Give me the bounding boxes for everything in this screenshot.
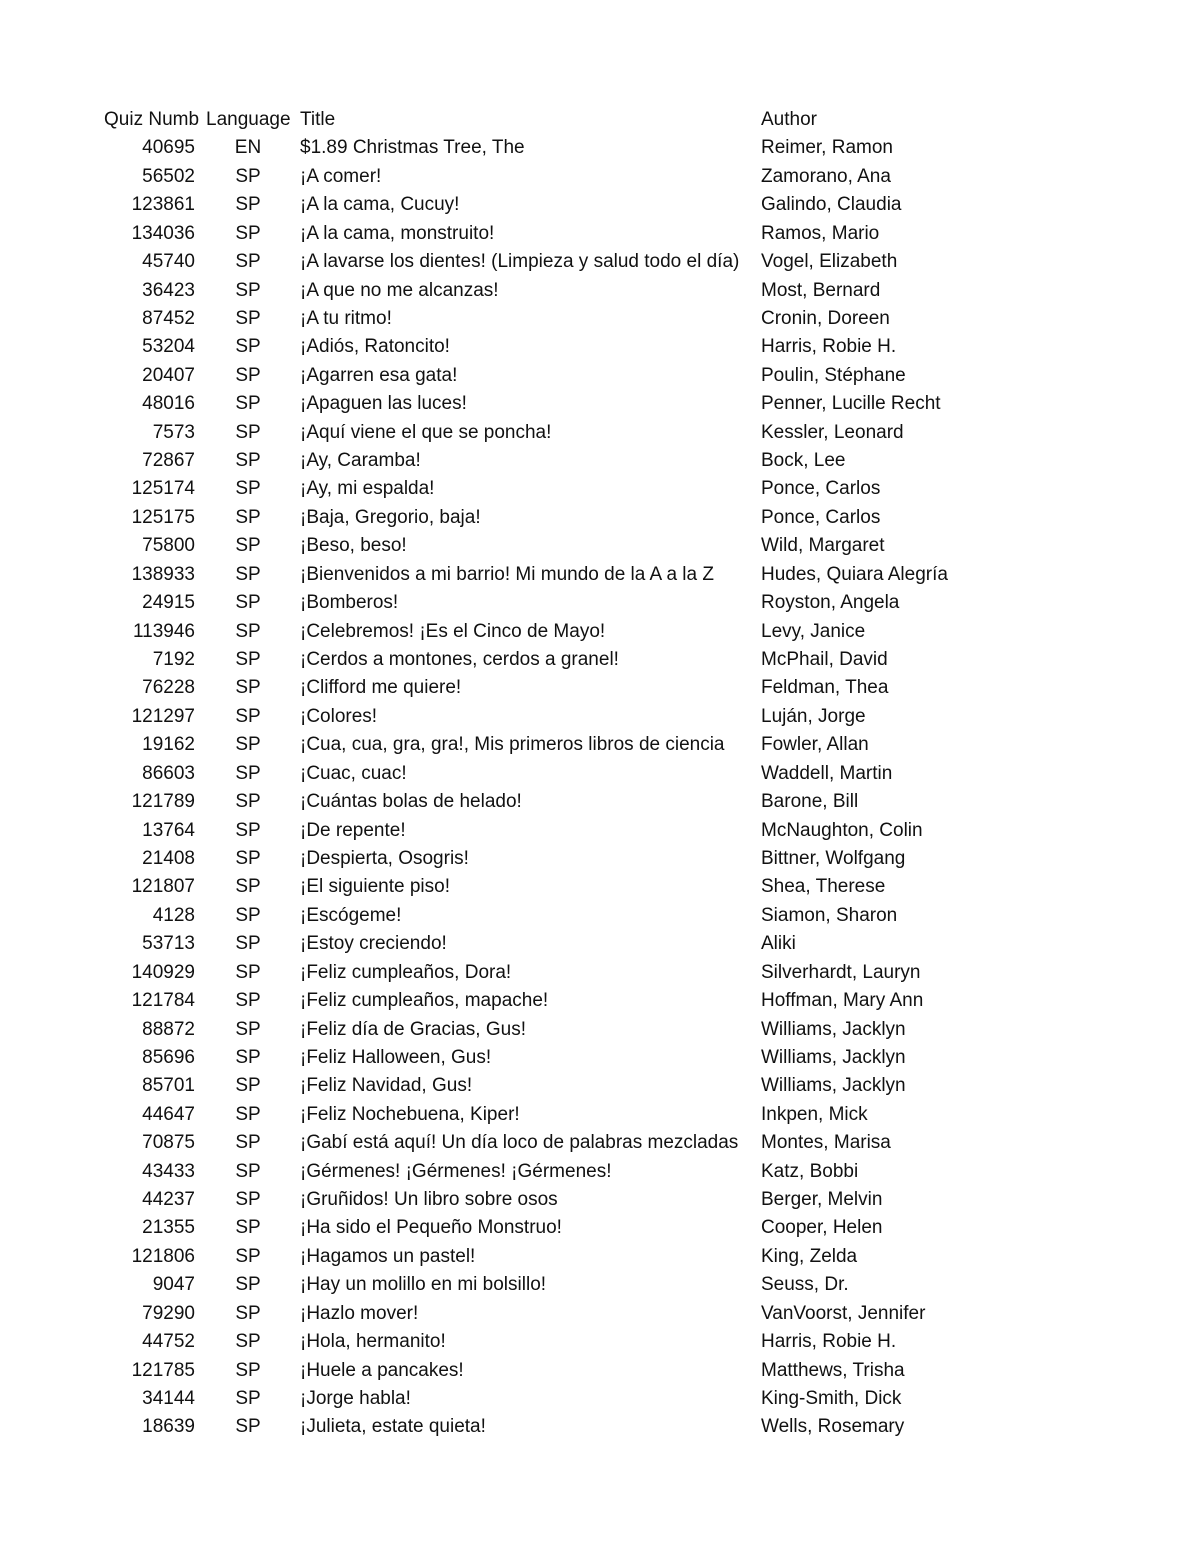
author-cell: Ponce, Carlos: [761, 506, 881, 528]
author-cell: Cooper, Helen: [761, 1217, 883, 1239]
author-cell: Cronin, Doreen: [761, 307, 890, 329]
table-row: [0, 333, 1200, 361]
language-cell: SP: [235, 1075, 261, 1097]
quiz-number-cell: 45740: [142, 251, 195, 273]
author-cell: Galindo, Claudia: [761, 194, 902, 216]
quiz-number-cell: 56502: [142, 165, 195, 187]
title-cell: ¡Feliz cumpleaños, mapache!: [300, 990, 549, 1012]
quiz-number-cell: 40695: [142, 137, 195, 159]
quiz-number-cell: 7192: [152, 649, 195, 671]
title-cell: ¡Baja, Gregorio, baja!: [300, 506, 481, 528]
title-cell: ¡Bienvenidos a mi barrio! Mi mundo de la A a la Z: [300, 563, 714, 585]
author-cell: Silverhardt, Lauryn: [761, 961, 921, 983]
title-cell: ¡De repente!: [300, 819, 406, 841]
quiz-number-cell: 13764: [142, 819, 195, 841]
quiz-number-cell: 121807: [131, 876, 195, 898]
title-cell: ¡El siguiente piso!: [300, 876, 450, 898]
quiz-number-cell: 36423: [142, 279, 195, 301]
title-cell: ¡Feliz Halloween, Gus!: [300, 1046, 492, 1068]
language-cell: SP: [235, 563, 261, 585]
table-row: [0, 1243, 1200, 1271]
header-title: Title: [300, 109, 336, 130]
quiz-number-cell: 44237: [142, 1189, 195, 1211]
table-row: [0, 674, 1200, 702]
language-cell: SP: [235, 421, 261, 443]
author-cell: Siamon, Sharon: [761, 904, 898, 926]
language-cell: SP: [235, 1217, 261, 1239]
table-row: [0, 1101, 1200, 1129]
title-cell: ¡Bomberos!: [300, 592, 399, 614]
table-row: [0, 475, 1200, 503]
author-cell: McPhail, David: [761, 649, 888, 671]
quiz-number-cell: 9047: [152, 1274, 195, 1296]
author-cell: Fowler, Allan: [761, 734, 869, 756]
author-cell: Bittner, Wolfgang: [761, 847, 906, 869]
author-cell: Hoffman, Mary Ann: [761, 990, 924, 1012]
quiz-number-cell: 34144: [142, 1387, 195, 1409]
quiz-number-cell: 21408: [142, 847, 195, 869]
quiz-number-cell: 76228: [142, 677, 195, 699]
table-row: [0, 1413, 1200, 1441]
quiz-number-cell: 20407: [142, 364, 195, 386]
table-body: [0, 134, 1200, 1441]
title-cell: ¡Celebremos! ¡Es el Cinco de Mayo!: [300, 620, 606, 642]
header-quiz-number: Quiz Numb: [104, 109, 200, 130]
table-row: [0, 902, 1200, 930]
author-cell: Penner, Lucille Recht: [761, 393, 941, 415]
quiz-number-cell: 70875: [142, 1132, 195, 1154]
language-cell: SP: [235, 194, 261, 216]
title-cell: ¡Despierta, Osogris!: [300, 847, 469, 869]
quiz-number-cell: 21355: [142, 1217, 195, 1239]
author-cell: Seuss, Dr.: [761, 1274, 849, 1296]
table-row: [0, 220, 1200, 248]
quiz-number-cell: 121785: [131, 1359, 195, 1381]
language-cell: SP: [235, 1189, 261, 1211]
quiz-number-cell: 121789: [131, 791, 195, 813]
language-cell: SP: [235, 1046, 261, 1068]
quiz-number-cell: 7573: [152, 421, 195, 443]
title-cell: ¡Cerdos a montones, cerdos a granel!: [300, 649, 619, 671]
language-cell: SP: [235, 1302, 261, 1324]
table-row: [0, 930, 1200, 958]
title-cell: ¡Jorge habla!: [300, 1387, 411, 1409]
table-row: [0, 703, 1200, 731]
quiz-number-cell: 121784: [131, 990, 195, 1012]
author-cell: Kessler, Leonard: [761, 421, 904, 443]
table-row: [0, 1300, 1200, 1328]
language-cell: SP: [235, 762, 261, 784]
title-cell: ¡Cua, cua, gra, gra!, Mis primeros libros de ciencia: [300, 734, 725, 756]
title-cell: ¡Huele a pancakes!: [300, 1359, 464, 1381]
language-cell: SP: [235, 251, 261, 273]
quiz-number-cell: 113946: [133, 620, 195, 642]
title-cell: ¡Gérmenes! ¡Gérmenes! ¡Gérmenes!: [300, 1160, 612, 1182]
table-row: [0, 504, 1200, 532]
language-cell: SP: [235, 336, 261, 358]
title-cell: ¡A lavarse los dientes! (Limpieza y salud todo el día): [300, 251, 740, 273]
title-cell: ¡Feliz Nochebuena, Kiper!: [300, 1103, 520, 1125]
table-row: [0, 1357, 1200, 1385]
table-row: [0, 1186, 1200, 1214]
language-cell: SP: [235, 592, 261, 614]
table-row: [0, 1271, 1200, 1299]
quiz-number-cell: 79290: [142, 1302, 195, 1324]
quiz-number-cell: 19162: [142, 734, 195, 756]
quiz-number-cell: 48016: [142, 393, 195, 415]
author-cell: Bock, Lee: [761, 450, 846, 472]
title-cell: ¡Feliz cumpleaños, Dora!: [300, 961, 512, 983]
title-cell: ¡Estoy creciendo!: [300, 933, 447, 955]
author-cell: Luján, Jorge: [761, 705, 866, 727]
quiz-number-cell: 18639: [142, 1416, 195, 1438]
language-cell: SP: [235, 393, 261, 415]
quiz-number-cell: 87452: [142, 307, 195, 329]
table-row: [0, 390, 1200, 418]
language-cell: SP: [235, 1416, 261, 1438]
title-cell: ¡A tu ritmo!: [300, 307, 392, 329]
quiz-number-cell: 4128: [152, 904, 195, 926]
author-cell: Inkpen, Mick: [761, 1103, 868, 1125]
header-author: Author: [761, 109, 817, 130]
language-cell: SP: [235, 364, 261, 386]
author-cell: Poulin, Stéphane: [761, 364, 906, 386]
author-cell: Vogel, Elizabeth: [761, 251, 898, 273]
language-cell: SP: [235, 279, 261, 301]
author-cell: Montes, Marisa: [761, 1132, 891, 1154]
language-cell: SP: [235, 1245, 261, 1267]
language-cell: SP: [235, 847, 261, 869]
title-cell: ¡Apaguen las luces!: [300, 393, 467, 415]
table-row: [0, 1214, 1200, 1242]
title-cell: ¡Hay un molillo en mi bolsillo!: [300, 1274, 547, 1296]
title-cell: ¡Julieta, estate quieta!: [300, 1416, 486, 1438]
author-cell: Wild, Margaret: [761, 535, 885, 557]
table-row: [0, 959, 1200, 987]
language-cell: SP: [235, 535, 261, 557]
table-row: [0, 248, 1200, 276]
language-cell: SP: [235, 705, 261, 727]
author-cell: Royston, Angela: [761, 592, 900, 614]
header-language: Language: [206, 109, 291, 130]
quiz-number-cell: 85696: [142, 1046, 195, 1068]
language-cell: SP: [235, 506, 261, 528]
table-row: [0, 1385, 1200, 1413]
author-cell: Matthews, Trisha: [761, 1359, 905, 1381]
language-cell: SP: [235, 478, 261, 500]
table-row: [0, 1072, 1200, 1100]
quiz-number-cell: 44647: [142, 1103, 195, 1125]
title-cell: ¡Hazlo mover!: [300, 1302, 419, 1324]
title-cell: ¡Gabí está aquí! Un día loco de palabras mezcladas: [300, 1132, 739, 1154]
table-row: [0, 419, 1200, 447]
author-cell: Reimer, Ramon: [761, 137, 893, 159]
quiz-number-cell: 88872: [142, 1018, 195, 1040]
table-row: [0, 731, 1200, 759]
author-cell: Zamorano, Ana: [761, 165, 891, 187]
quiz-number-cell: 86603: [142, 762, 195, 784]
quiz-number-cell: 72867: [142, 450, 195, 472]
table-row: [0, 788, 1200, 816]
author-cell: King-Smith, Dick: [761, 1387, 902, 1409]
author-cell: Ponce, Carlos: [761, 478, 881, 500]
title-cell: ¡Colores!: [300, 705, 378, 727]
quiz-number-cell: 134036: [131, 222, 195, 244]
title-cell: ¡Ay, Caramba!: [300, 450, 421, 472]
table-row: [0, 845, 1200, 873]
author-cell: King, Zelda: [761, 1245, 858, 1267]
author-cell: Most, Bernard: [761, 279, 881, 301]
author-cell: Feldman, Thea: [761, 677, 889, 699]
table-row: [0, 163, 1200, 191]
language-cell: SP: [235, 734, 261, 756]
table-row: [0, 362, 1200, 390]
title-cell: $1.89 Christmas Tree, The: [300, 137, 525, 159]
quiz-list-table: [0, 106, 1200, 1442]
title-cell: ¡Cuac, cuac!: [300, 762, 407, 784]
author-cell: Williams, Jacklyn: [761, 1075, 906, 1097]
table-row: [0, 191, 1200, 219]
quiz-number-cell: 44752: [142, 1331, 195, 1353]
title-cell: ¡Ay, mi espalda!: [300, 478, 435, 500]
author-cell: Harris, Robie H.: [761, 1331, 897, 1353]
language-cell: SP: [235, 819, 261, 841]
title-cell: ¡Cuántas bolas de helado!: [300, 791, 522, 813]
table-row: [0, 134, 1200, 162]
author-cell: Barone, Bill: [761, 791, 859, 813]
quiz-number-cell: 85701: [142, 1075, 195, 1097]
author-cell: Levy, Janice: [761, 620, 866, 642]
author-cell: Ramos, Mario: [761, 222, 880, 244]
table-row: [0, 277, 1200, 305]
author-cell: Katz, Bobbi: [761, 1160, 859, 1182]
language-cell: SP: [235, 677, 261, 699]
table-row: [0, 618, 1200, 646]
quiz-number-cell: 43433: [142, 1160, 195, 1182]
table-row: [0, 1328, 1200, 1356]
quiz-number-cell: 121806: [131, 1245, 195, 1267]
author-cell: Waddell, Martin: [761, 762, 893, 784]
author-cell: Hudes, Quiara Alegría: [761, 563, 948, 585]
title-cell: ¡A que no me alcanzas!: [300, 279, 499, 301]
author-cell: Harris, Robie H.: [761, 336, 897, 358]
title-cell: ¡A comer!: [300, 165, 382, 187]
table-row: [0, 987, 1200, 1015]
table-row: [0, 1016, 1200, 1044]
language-cell: SP: [235, 307, 261, 329]
table-row: [0, 873, 1200, 901]
title-cell: ¡Adiós, Ratoncito!: [300, 336, 450, 358]
language-cell: SP: [235, 450, 261, 472]
title-cell: ¡Ha sido el Pequeño Monstruo!: [300, 1217, 562, 1239]
table-row: [0, 305, 1200, 333]
table-row: [0, 760, 1200, 788]
language-cell: SP: [235, 933, 261, 955]
author-cell: Williams, Jacklyn: [761, 1018, 906, 1040]
table-header-row: [0, 106, 1200, 134]
table-row: [0, 447, 1200, 475]
language-cell: SP: [235, 1387, 261, 1409]
language-cell: SP: [235, 1018, 261, 1040]
title-cell: ¡Hagamos un pastel!: [300, 1245, 476, 1267]
language-cell: SP: [235, 961, 261, 983]
author-cell: Shea, Therese: [761, 876, 886, 898]
quiz-number-cell: 53204: [142, 336, 195, 358]
title-cell: ¡Gruñidos! Un libro sobre osos: [300, 1189, 558, 1211]
author-cell: McNaughton, Colin: [761, 819, 923, 841]
language-cell: EN: [234, 137, 262, 159]
language-cell: SP: [235, 649, 261, 671]
title-cell: ¡A la cama, Cucuy!: [300, 194, 460, 216]
language-cell: SP: [235, 222, 261, 244]
language-cell: SP: [235, 1274, 261, 1296]
language-cell: SP: [235, 165, 261, 187]
table-row: [0, 561, 1200, 589]
language-cell: SP: [235, 791, 261, 813]
quiz-number-cell: 121297: [131, 705, 195, 727]
title-cell: ¡Beso, beso!: [300, 535, 407, 557]
table-row: [0, 817, 1200, 845]
language-cell: SP: [235, 1132, 261, 1154]
quiz-number-cell: 24915: [142, 592, 195, 614]
title-cell: ¡Aquí viene el que se poncha!: [300, 421, 552, 443]
language-cell: SP: [235, 990, 261, 1012]
author-cell: VanVoorst, Jennifer: [761, 1302, 926, 1324]
table-row: [0, 1129, 1200, 1157]
title-cell: ¡Feliz Navidad, Gus!: [300, 1075, 473, 1097]
title-cell: ¡A la cama, monstruito!: [300, 222, 495, 244]
language-cell: SP: [235, 1359, 261, 1381]
table-row: [0, 532, 1200, 560]
quiz-number-cell: 140929: [131, 961, 195, 983]
language-cell: SP: [235, 1331, 261, 1353]
table-row: [0, 589, 1200, 617]
quiz-number-cell: 123861: [131, 194, 195, 216]
table-row: [0, 1044, 1200, 1072]
title-cell: ¡Escógeme!: [300, 904, 402, 926]
author-cell: Williams, Jacklyn: [761, 1046, 906, 1068]
quiz-number-cell: 75800: [142, 535, 195, 557]
quiz-number-cell: 53713: [142, 933, 195, 955]
title-cell: ¡Feliz día de Gracias, Gus!: [300, 1018, 526, 1040]
quiz-number-cell: 125175: [131, 506, 195, 528]
title-cell: ¡Clifford me quiere!: [300, 677, 462, 699]
author-cell: Aliki: [761, 933, 796, 955]
title-cell: ¡Agarren esa gata!: [300, 364, 458, 386]
title-cell: ¡Hola, hermanito!: [300, 1331, 446, 1353]
language-cell: SP: [235, 1103, 261, 1125]
table-row: [0, 1158, 1200, 1186]
language-cell: SP: [235, 876, 261, 898]
quiz-number-cell: 138933: [131, 563, 195, 585]
language-cell: SP: [235, 620, 261, 642]
language-cell: SP: [235, 904, 261, 926]
author-cell: Berger, Melvin: [761, 1189, 883, 1211]
language-cell: SP: [235, 1160, 261, 1182]
author-cell: Wells, Rosemary: [761, 1416, 905, 1438]
table-row: [0, 646, 1200, 674]
quiz-number-cell: 125174: [131, 478, 195, 500]
